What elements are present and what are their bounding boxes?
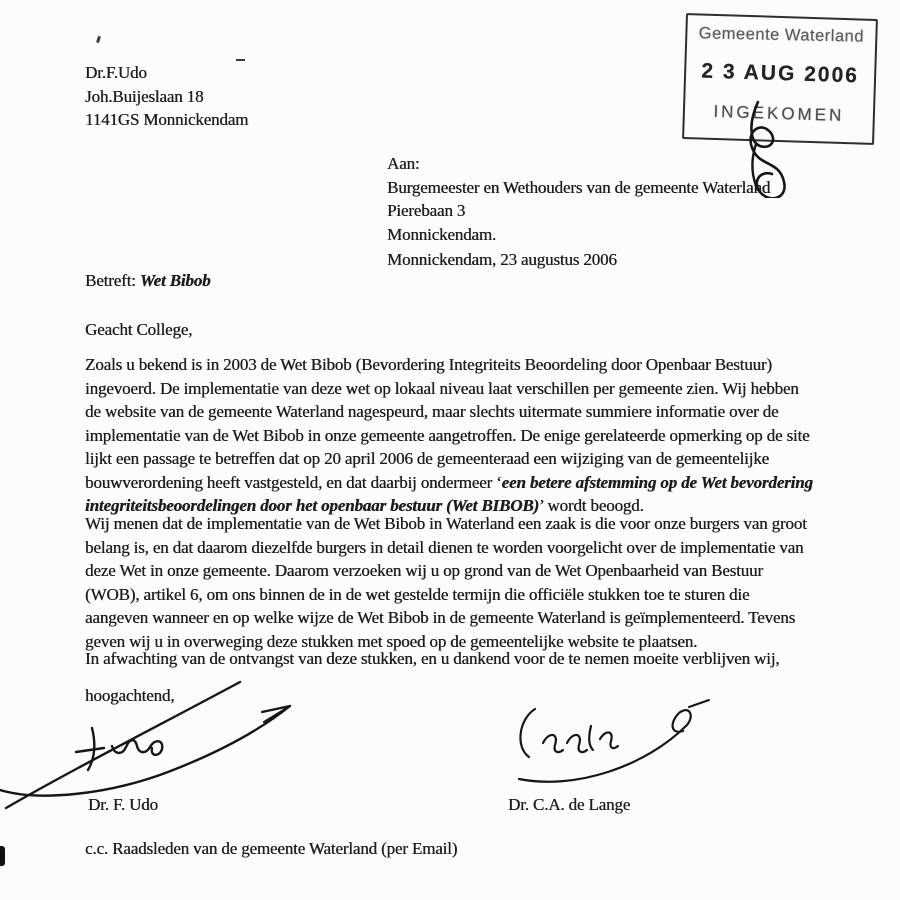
body-line: lijkt een passage te betreffen dat op 20 april 2006 de gemeenteraad een wijziging van de gemeentelijke <box>85 449 769 468</box>
sender-name: Dr.F.Udo <box>85 63 147 82</box>
recipient-label: Aan: <box>387 154 420 173</box>
body-line: (WOB), artikel 6, om ons binnen de in de wet gestelde termijn die officiële stukken toe te sturen die <box>85 584 750 604</box>
sender-address-block <box>85 61 248 132</box>
salutation: Geacht College, <box>85 320 193 339</box>
stamp-org-name: Gemeente Waterland <box>698 24 865 46</box>
recipient-line: Pierebaan 3 <box>387 201 466 220</box>
body-line: bouwverordening heeft vastgesteld, en dat daarbij ondermeer ‘een betere afstemming op de Wet bevordering <box>85 472 813 492</box>
paragraph-1 <box>85 353 813 518</box>
body-line: geven wij u in overweging deze stukken met spoed op de gemeentelijke website te plaatsen. <box>85 631 698 651</box>
body-line: deze Wet in onze gemeente. Daarom verzoeken wij u op grond van de Wet Openbaarheid van Bestuur <box>85 561 763 580</box>
scan-artifact-edge-blob <box>0 846 5 866</box>
subject-label: Betreft: <box>85 271 136 290</box>
body-line: aangeven wanneer en op welke wijze de Wet Bibob in de gemeente Waterland is geïmplementeerd. Tevens <box>85 608 796 627</box>
signatory-name-left: Dr. F. Udo <box>88 795 158 814</box>
body-line: belang is, en dat daarom diezelfde burgers in detail dienen te worden voorgelicht over de implementatie van <box>85 537 804 557</box>
body-line: de website van de gemeente Waterland nagespeurd, maar slechts uitermate summiere informatie over de <box>85 402 779 421</box>
subject-line <box>85 269 210 293</box>
signatory-name-right: Dr. C.A. de Lange <box>508 795 631 814</box>
sender-street: Joh.Buijeslaan 18 <box>85 86 204 106</box>
stamp-date: 2 3 AUG 2006 <box>701 59 860 88</box>
recipient-line: Monnickendam. <box>387 224 496 244</box>
paragraph-2 <box>85 512 807 653</box>
body-line: ingevoerd. De implementatie van deze wet op lokaal niveau laat verschillen per gemeente zien. Wij hebben <box>85 378 799 398</box>
udo-signature <box>0 660 300 810</box>
body-line: implementatie van de Wet Bibob in onze gemeente aangetroffen. De enige gerelateerde opmerking op de site <box>85 425 810 445</box>
delange-signature <box>505 695 715 785</box>
body-line: integriteitsbeoordelingen door het openbaar bestuur (Wet BIBOB)’ wordt beoogd. <box>85 496 644 515</box>
subject-value: Wet Bibob <box>139 271 211 290</box>
body-line: Wij menen dat de implementatie van de Wet Bibob in Waterland een zaak is die voor onze burgers van groot <box>85 514 807 533</box>
dateline: Monnickendam, 23 augustus 2006 <box>387 250 617 269</box>
recipient-line: Burgemeester en Wethouders van de gemeente Waterland <box>387 177 771 197</box>
closing-line: In afwachting van de ontvangst van deze stukken, en u dankend voor de te nemen moeite verblijven wij, <box>85 649 780 668</box>
cc-line: c.c. Raadsleden van de gemeente Waterland (per Email) <box>85 839 458 858</box>
stamp-status: INGEKOMEN <box>713 101 845 126</box>
recipient-address-block <box>387 152 770 246</box>
quoted-italic-text: een betere afstemming op de Wet bevordering <box>501 472 813 492</box>
scan-artifact-speck <box>96 36 101 44</box>
valediction: hoogachtend, <box>85 686 175 705</box>
quoted-italic-text: integriteitsbeoordelingen door het openbaar bestuur (Wet BIBOB) <box>85 496 539 515</box>
body-line: Zoals u bekend is in 2003 de Wet Bibob (Bevordering Integriteits Beoordeling door Openbaar Bestuur) <box>85 355 772 374</box>
scan-artifact-dash <box>236 59 245 61</box>
sender-city: 1141GS Monnickendam <box>85 110 249 129</box>
